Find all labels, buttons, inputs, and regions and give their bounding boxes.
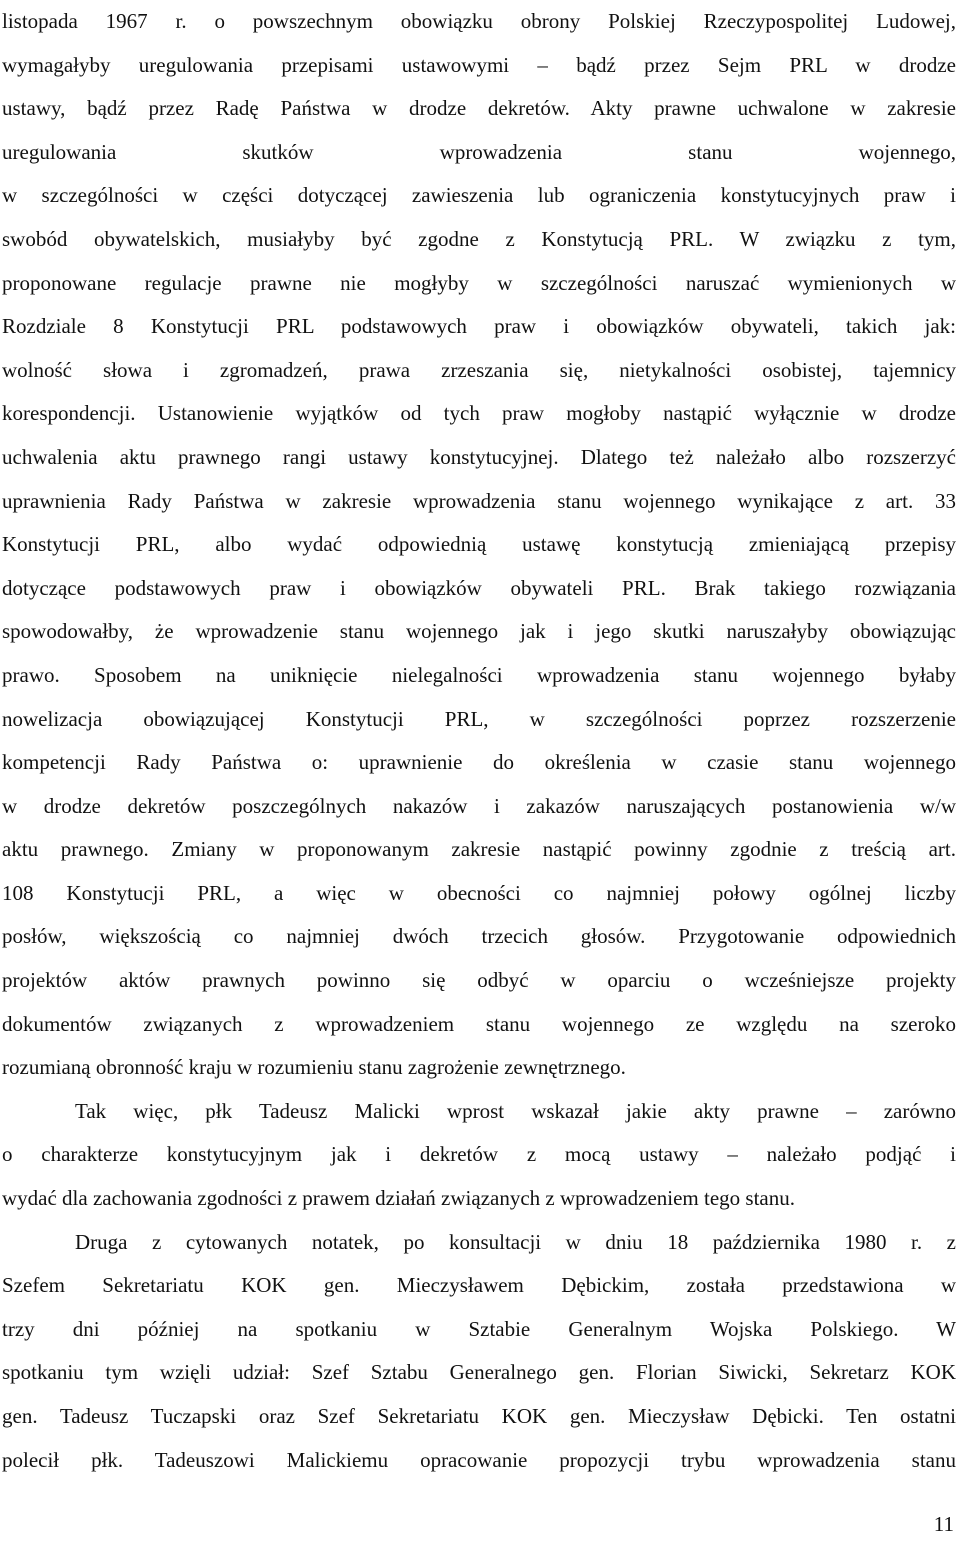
text-line: spowodowałby, że wprowadzenie stanu wojennego jak i jego skutki naruszałyby obowiązując — [2, 619, 956, 644]
text-line: proponowane regulacje prawne nie mogłyby w szczególności naruszać wymienionych w — [2, 270, 956, 295]
text-line: listopada 1967 r. o powszechnym obowiązku obrony Polskiej Rzeczypospolitej Ludowej, — [2, 9, 956, 33]
text-line: w drodze dekretów poszczególnych nakazów i zakazów naruszających postanowienia w/w — [2, 793, 956, 818]
text-line: uchwalenia aktu prawnego rangi ustawy konstytucyjnej. Dlatego też należało albo rozszerzyć — [2, 444, 956, 469]
body-text — [2, 0, 956, 1482]
text-line: ustawy, bądź przez Radę Państwa w drodze dekretów. Akty prawne uchwalone w zakresie — [2, 96, 956, 121]
text-line: dotyczące podstawowych praw i obowiązków obywateli PRL. Brak takiego rozwiązania — [2, 575, 956, 600]
text-line: spotkaniu tym wzięli udział: Szef Sztabu Generalnego gen. Florian Siwicki, Sekretarz KOK — [2, 1360, 956, 1385]
text-line: wolność słowa i zgromadzeń, prawa zrzeszania się, nietykalności osobistej, tajemnicy — [2, 357, 956, 382]
text-line: uprawnienia Rady Państwa w zakresie wprowadzenia stanu wojennego wynikające z art. 33 — [2, 488, 956, 513]
text-line: rozumianą obronność kraju w rozumieniu stanu zagrożenie zewnętrznego. — [2, 1055, 626, 1080]
text-line: wydać dla zachowania zgodności z prawem działań związanych z wprowadzeniem tego stanu. — [2, 1186, 795, 1211]
text-line: aktu prawnego. Zmiany w proponowanym zakresie nastąpić powinny zgodnie z treścią art. — [2, 837, 956, 862]
text-line: kompetencji Rady Państwa o: uprawnienie do określenia w czasie stanu wojennego — [2, 750, 956, 775]
text-line: posłów, większością co najmniej dwóch trzecich głosów. Przygotowanie odpowiednich — [2, 924, 956, 949]
text-line: projektów aktów prawnych powinno się odbyć w oparciu o wcześniejsze projekty — [2, 968, 956, 993]
text-line: w szczególności w części dotyczącej zawieszenia lub ograniczenia konstytucyjnych praw i — [2, 183, 956, 208]
text-line: dokumentów związanych z wprowadzeniem stanu wojennego ze względu na szeroko — [2, 1011, 956, 1036]
text-line-indented: Tak więc, płk Tadeusz Malicki wprost wskazał jakie akty prawne – zarówno — [75, 1098, 956, 1123]
text-line: gen. Tadeusz Tuczapski oraz Szef Sekretariatu KOK gen. Mieczysław Dębicki. Ten ostatni — [2, 1404, 956, 1428]
text-line: wymagałyby uregulowania przepisami ustawowymi – bądź przez Sejm PRL w drodze — [2, 52, 956, 77]
text-line: trzy dni później na spotkaniu w Sztabie Generalnym Wojska Polskiego. W — [2, 1316, 956, 1341]
text-line: swobód obywatelskich, musiałyby być zgodne z Konstytucją PRL. W związku z tym, — [2, 226, 956, 251]
text-line: Konstytucji PRL, albo wydać odpowiednią ustawę konstytucją zmieniającą przepisy — [2, 532, 956, 557]
text-line: uregulowania skutków wprowadzenia stanu wojennego, — [2, 139, 956, 164]
text-line: prawo. Sposobem na uniknięcie nielegalności wprowadzenia stanu wojennego byłaby — [2, 662, 956, 687]
text-line-indented: Druga z cytowanych notatek, po konsultacji w dniu 18 października 1980 r. z — [75, 1229, 956, 1254]
text-line: o charakterze konstytucyjnym jak i dekretów z mocą ustawy – należało podjąć i — [2, 1142, 956, 1167]
text-line: 108 Konstytucji PRL, a więc w obecności co najmniej połowy ogólnej liczby — [2, 880, 956, 905]
text-line: Rozdziale 8 Konstytucji PRL podstawowych praw i obowiązków obywateli, takich jak: — [2, 314, 956, 339]
text-line: korespondencji. Ustanowienie wyjątków od tych praw mogłoby nastąpić wyłącznie w drodze — [2, 401, 956, 426]
text-line: polecił płk. Tadeuszowi Malickiemu opracowanie propozycji trybu wprowadzenia stanu — [2, 1447, 956, 1472]
page-number: 11 — [933, 1512, 954, 1536]
text-line: nowelizacja obowiązującej Konstytucji PRL, w szczególności poprzez rozszerzenie — [2, 706, 956, 731]
text-line: Szefem Sekretariatu KOK gen. Mieczysławem Dębickim, została przedstawiona w — [2, 1273, 956, 1298]
